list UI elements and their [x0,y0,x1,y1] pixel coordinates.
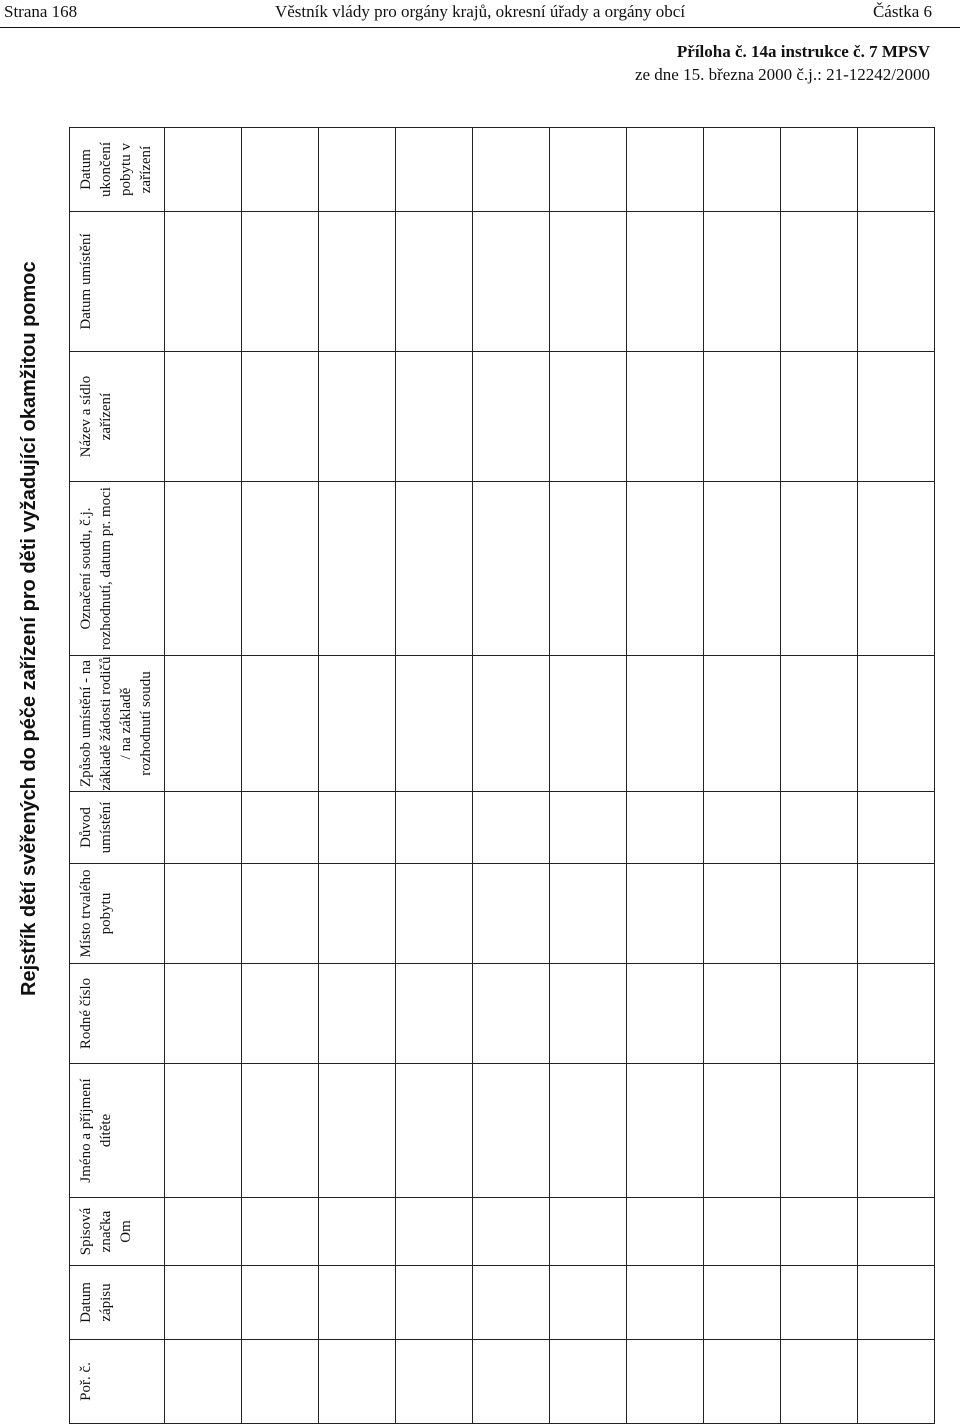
table-cell-jmeno [704,1064,781,1198]
table-row [550,128,627,1424]
table-row [627,128,704,1424]
table-cell-por [165,1340,242,1424]
table-cell-datum-zapisu [319,1266,396,1340]
table-cell-jmeno [858,1064,935,1198]
table-cell-misto-pobytu [473,864,550,964]
table-cell-duvod [319,792,396,864]
table-cell-nazev-zarizeni [858,352,935,482]
table-cell-por [704,1340,781,1424]
table-cell-rodne-cislo [473,964,550,1064]
table-cell-duvod [396,792,473,864]
table-cell-datum-ukonceni [781,128,858,212]
table-cell-duvod [165,792,242,864]
table-cell-datum-ukonceni [165,128,242,212]
table-cell-datum-ukonceni [319,128,396,212]
column-header-datum-zapisu: Datum zápisu [70,1266,165,1340]
table-cell-jmeno [242,1064,319,1198]
table-cell-zpusob [396,656,473,792]
table-cell-por [319,1340,396,1424]
table-cell-datum-ukonceni [473,128,550,212]
table-cell-datum-umisteni [242,212,319,352]
table-row [319,128,396,1424]
table-cell-misto-pobytu [165,864,242,964]
table-cell-jmeno [165,1064,242,1198]
table-cell-misto-pobytu [704,864,781,964]
table-row [704,128,781,1424]
register-table [69,127,935,1424]
table-row [858,128,935,1424]
table-row [781,128,858,1424]
table-cell-datum-umisteni [473,212,550,352]
table-cell-nazev-zarizeni [396,352,473,482]
table-cell-duvod [550,792,627,864]
table-cell-rodne-cislo [396,964,473,1064]
table-cell-oznaceni-soudu [781,482,858,656]
table-cell-jmeno [550,1064,627,1198]
column-header-duvod: Důvod umístění [70,792,165,864]
table-cell-datum-umisteni [781,212,858,352]
table-cell-datum-zapisu [550,1266,627,1340]
column-header-por: Poř. č. [70,1340,165,1424]
table-cell-rodne-cislo [242,964,319,1064]
table-cell-duvod [473,792,550,864]
table-cell-misto-pobytu [858,864,935,964]
table-cell-rodne-cislo [165,964,242,1064]
table-cell-duvod [858,792,935,864]
table-cell-por [242,1340,319,1424]
table-cell-oznaceni-soudu [627,482,704,656]
column-header-spisova-znacka: Spisová značka Om [70,1198,165,1266]
table-cell-zpusob [242,656,319,792]
table-cell-spisova-znacka [627,1198,704,1266]
table-cell-zpusob [858,656,935,792]
table-row [242,128,319,1424]
table-cell-rodne-cislo [704,964,781,1064]
table-cell-datum-umisteni [858,212,935,352]
column-header-datum-umisteni: Datum umístění [70,212,165,352]
table-cell-oznaceni-soudu [473,482,550,656]
table-body [165,128,935,1424]
table-cell-rodne-cislo [858,964,935,1064]
column-header-rodne-cislo: Rodné číslo [70,964,165,1064]
table-cell-oznaceni-soudu [858,482,935,656]
table-cell-datum-ukonceni [396,128,473,212]
table-cell-nazev-zarizeni [165,352,242,482]
table-cell-oznaceni-soudu [396,482,473,656]
table-cell-nazev-zarizeni [627,352,704,482]
table-cell-spisova-znacka [165,1198,242,1266]
table-cell-datum-ukonceni [242,128,319,212]
table-cell-duvod [704,792,781,864]
table-row [165,128,242,1424]
table-cell-por [550,1340,627,1424]
table-cell-por [396,1340,473,1424]
table-cell-jmeno [473,1064,550,1198]
table-cell-misto-pobytu [396,864,473,964]
table-cell-datum-zapisu [396,1266,473,1340]
table-cell-zpusob [319,656,396,792]
table-cell-spisova-znacka [473,1198,550,1266]
table-cell-datum-ukonceni [627,128,704,212]
table-cell-misto-pobytu [319,864,396,964]
table-cell-datum-zapisu [165,1266,242,1340]
table-cell-nazev-zarizeni [704,352,781,482]
table-header-row [70,128,165,1424]
table-cell-spisova-znacka [242,1198,319,1266]
table-cell-misto-pobytu [242,864,319,964]
table-cell-datum-umisteni [704,212,781,352]
attachment-reference: ze dne 15. března 2000 č.j.: 21-12242/2000 [634,65,930,84]
table-row [396,128,473,1424]
table-cell-duvod [781,792,858,864]
table-cell-spisova-znacka [319,1198,396,1266]
table-cell-datum-zapisu [781,1266,858,1340]
table-cell-spisova-znacka [704,1198,781,1266]
table-cell-rodne-cislo [627,964,704,1064]
table-cell-datum-ukonceni [858,128,935,212]
column-header-jmeno: Jméno a příjmení dítěte [70,1064,165,1198]
table-cell-oznaceni-soudu [550,482,627,656]
table-cell-jmeno [627,1064,704,1198]
table-cell-datum-ukonceni [550,128,627,212]
table-cell-spisova-znacka [550,1198,627,1266]
table-cell-datum-zapisu [473,1266,550,1340]
table-cell-por [781,1340,858,1424]
table-cell-oznaceni-soudu [242,482,319,656]
issue-number: Částka 6 [872,2,932,21]
table-cell-zpusob [627,656,704,792]
table-cell-por [473,1340,550,1424]
table-cell-datum-zapisu [627,1266,704,1340]
table-cell-por [858,1340,935,1424]
table-cell-nazev-zarizeni [550,352,627,482]
table-cell-spisova-znacka [858,1198,935,1266]
table-cell-jmeno [396,1064,473,1198]
column-header-misto-pobytu: Místo trvalého pobytu [70,864,165,964]
table-cell-por [627,1340,704,1424]
table-cell-nazev-zarizeni [319,352,396,482]
table-cell-datum-umisteni [165,212,242,352]
table-cell-datum-umisteni [319,212,396,352]
table-cell-oznaceni-soudu [704,482,781,656]
table-cell-rodne-cislo [319,964,396,1064]
table-cell-zpusob [165,656,242,792]
table-cell-datum-ukonceni [704,128,781,212]
table-cell-nazev-zarizeni [242,352,319,482]
journal-title: Věstník vlády pro orgány krajů, okresní úřady a orgány obcí [274,2,686,21]
column-header-datum-ukonceni: Datum ukončení pobytu v zařízení [70,128,165,212]
table-cell-nazev-zarizeni [781,352,858,482]
table-cell-datum-zapisu [704,1266,781,1340]
table-cell-spisova-znacka [781,1198,858,1266]
register-title: Rejstřík dětí svěřených do péče zařízení pro děti vyžadující okamžitou pomoc [18,261,40,996]
attachment-title: Příloha č. 14a instrukce č. 7 MPSV [676,42,930,61]
table-cell-misto-pobytu [550,864,627,964]
table-cell-jmeno [781,1064,858,1198]
table-cell-jmeno [319,1064,396,1198]
table-cell-rodne-cislo [781,964,858,1064]
table-cell-rodne-cislo [550,964,627,1064]
column-header-zpusob: Způsob umístění - na základě žádosti rodičů / na základě rozhodnutí soudu [70,656,165,792]
table-cell-misto-pobytu [781,864,858,964]
table-cell-zpusob [550,656,627,792]
table-cell-datum-zapisu [242,1266,319,1340]
column-header-nazev-zarizeni: Název a sídlo zařízení [70,352,165,482]
table-cell-spisova-znacka [396,1198,473,1266]
table-cell-zpusob [473,656,550,792]
table-cell-zpusob [704,656,781,792]
table-cell-datum-umisteni [627,212,704,352]
table-cell-nazev-zarizeni [473,352,550,482]
table-cell-misto-pobytu [627,864,704,964]
table-cell-datum-zapisu [858,1266,935,1340]
column-header-oznaceni-soudu: Označení soudu, č.j. rozhodnutí, datum pr. moci [70,482,165,656]
page-number: Strana 168 [4,2,78,21]
table-row [473,128,550,1424]
table-cell-oznaceni-soudu [319,482,396,656]
table-cell-datum-umisteni [550,212,627,352]
table-cell-duvod [627,792,704,864]
table-cell-oznaceni-soudu [165,482,242,656]
table-cell-zpusob [781,656,858,792]
table-cell-datum-umisteni [396,212,473,352]
table-cell-duvod [242,792,319,864]
